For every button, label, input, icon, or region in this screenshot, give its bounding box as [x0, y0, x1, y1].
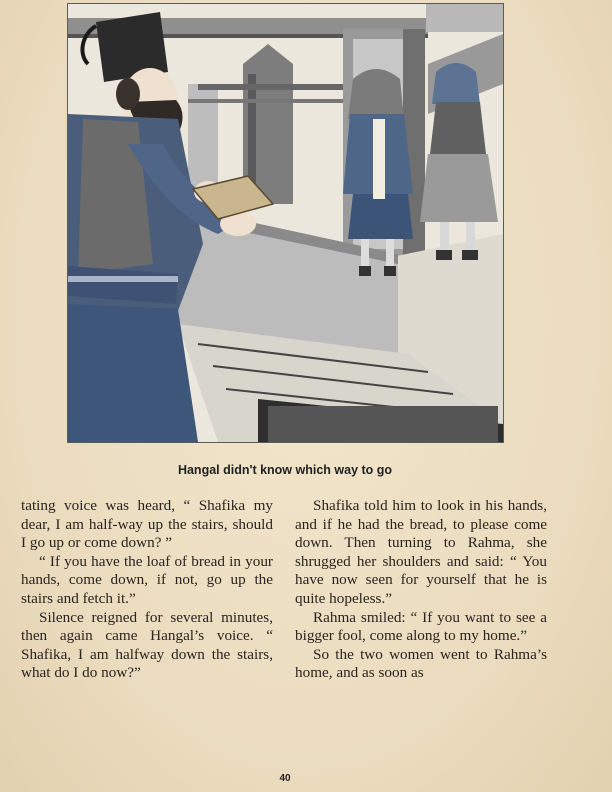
paragraph: So the two women went to Rahma’s home, and as soon as	[295, 645, 547, 682]
paragraph: Rahma smiled: “ If you want to see a bigger fool, come along to my home.”	[295, 608, 547, 645]
paragraph: tating voice was heard, “ Shafika my dear, I am half-way up the stairs, should I go up or come down? ”	[21, 497, 273, 552]
page-number: 40	[279, 773, 291, 784]
left-text-column	[21, 497, 273, 683]
right-text-column	[295, 497, 547, 683]
story-illustration	[67, 3, 504, 443]
paragraph: Silence reigned for several minutes, then again came Hangal’s voice. “ Shafika, I am halfway down the stairs, what do I do now?”	[21, 608, 273, 682]
paragraph: “ If you have the loaf of bread in your hands, come down, if not, go up the stairs and fetch it.”	[21, 552, 273, 607]
paragraph: Shafika told him to look in his hands, and if he had the bread, to please come down. Then turning to Rahma, she shrugged her shoulders and said: “ You have now seen for yourself that he is quite hopeless.”	[295, 497, 547, 607]
illustration-caption: Hangal didn't know which way to go	[177, 463, 393, 477]
